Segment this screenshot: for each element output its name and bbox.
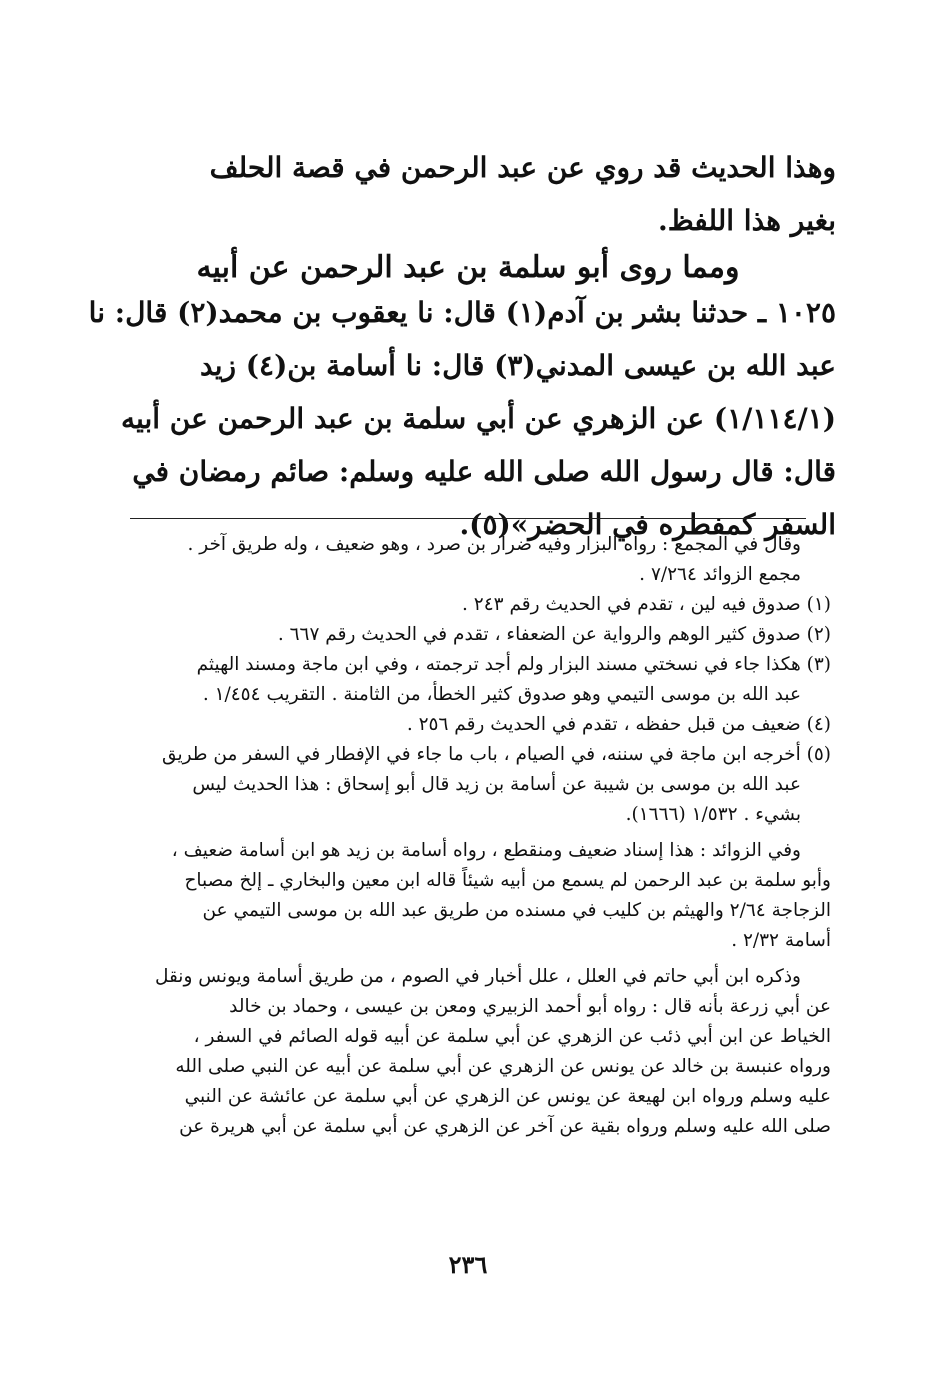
- footnotes: [100, 530, 831, 1142]
- footnote-line: عليه وسلم ورواه ابن لهيعة عن يونس عن الزهري عن أبي سلمة عن عائشة عن النبي: [184, 1086, 831, 1107]
- footnote-line: عبد الله بن موسى بن شيبة عن أسامة بن زيد قال أبو إسحاق : هذا الحديث ليس: [192, 774, 801, 795]
- hadith-line: ١٠٢٥ ـ حدثنا بشر بن آدم(١) قال: نا يعقوب بن محمد(٢) قال: نا: [88, 296, 836, 329]
- footnote-line: (٢) صدوق كثير الوهم والرواية عن الضعفاء ، تقدم في الحديث رقم ٦٦٧ .: [277, 624, 831, 645]
- footnote-line: صلى الله عليه وسلم ورواه بقية عن آخر عن الزهري عن أبي سلمة عن أبي هريرة عن: [179, 1116, 831, 1137]
- footnote-line: (٤) ضعيف من قبل حفظه ، تقدم في الحديث رقم ٢٥٦ .: [406, 714, 831, 735]
- footnote-line: بشيء . ١/٥٣٢ (١٦٦٦).: [625, 804, 801, 825]
- footnote-line: وأبو سلمة بن عبد الرحمن لم يسمع من أبيه شيئاً قاله ابن معين والبخاري ـ إلخ مصباح: [184, 870, 831, 891]
- footnote-line: وفي الزوائد : هذا إسناد ضعيف ومنقطع ، رواه أسامة بن زيد هو ابن أسامة ضعيف ،: [171, 840, 801, 861]
- footnote-separator: [130, 518, 806, 519]
- footnote-line: وذكره ابن أبي حاتم في العلل ، علل أخبار في الصوم ، من طريق أسامة ويونس ونقل: [154, 966, 801, 987]
- footnote-line: الخياط عن ابن أبي ذئب عن الزهري عن أبي سلمة عن أبيه قوله الصائم في السفر ،: [193, 1026, 831, 1047]
- hadith-line: قال: قال رسول الله صلى الله عليه وسلم: صائم رمضان في: [132, 455, 836, 488]
- footnote-line: الزجاجة ٢/٦٤ والهيثم بن كليب في مسنده من طريق عبد الله بن موسى التيمي عن: [202, 900, 831, 921]
- hadith-line: السفر كمفطره في الحضر»(٥).: [459, 508, 836, 541]
- section-heading: ومما روى أبو سلمة بن عبد الرحمن عن أبيه: [196, 250, 740, 285]
- footnote-line: (١) صدوق فيه لين ، تقدم في الحديث رقم ٢٤٣ .: [462, 594, 831, 615]
- footnote-line: (٣) هكذا جاء في نسختي مسند البزار ولم أجد ترجمته ، وفي ابن ماجة ومسند الهيثم: [196, 654, 831, 675]
- intro-line: بغير هذا اللفظ.: [657, 204, 836, 237]
- footnote-line: (٥) أخرجه ابن ماجة في سننه، في الصيام ، باب ما جاء في الإفطار في السفر من طريق: [162, 744, 831, 765]
- intro-line: وهذا الحديث قد روي عن عبد الرحمن في قصة الحلف: [209, 151, 836, 184]
- page-number: ٢٣٦: [448, 1250, 488, 1279]
- footnote-line: عن أبي زرعة بأنه قال : رواه أبو أحمد الزبيري ومعن بن عيسى ، وحماد بن خالد: [229, 996, 831, 1017]
- footnote-line: مجمع الزوائد ٧/٢٦٤ .: [639, 564, 801, 585]
- hadith-line: (١/١١٤/١) عن الزهري عن أبي سلمة بن عبد الرحمن عن أبيه: [121, 402, 836, 435]
- footnote-line: أسامة ٢/٣٢ .: [731, 930, 831, 951]
- footnote-line: عبد الله بن موسى التيمي وهو صدوق كثير الخطأ، من الثامنة . التقريب ١/٤٥٤ .: [202, 684, 801, 705]
- footnote-line: ورواه عنبسة بن خالد عن يونس عن الزهري عن أبي سلمة عن أبيه عن النبي صلى الله: [175, 1056, 831, 1077]
- footnote-line: وقال في المجمع : رواه البزار وفيه ضرار بن صرد ، وهو ضعيف ، وله طريق آخر .: [187, 534, 801, 555]
- intro-paragraph: [100, 141, 836, 247]
- hadith-line: عبد الله بن عيسى المدني(٣) قال: نا أسامة بن(٤) زيد: [200, 349, 836, 382]
- hadith-text: [88, 286, 836, 551]
